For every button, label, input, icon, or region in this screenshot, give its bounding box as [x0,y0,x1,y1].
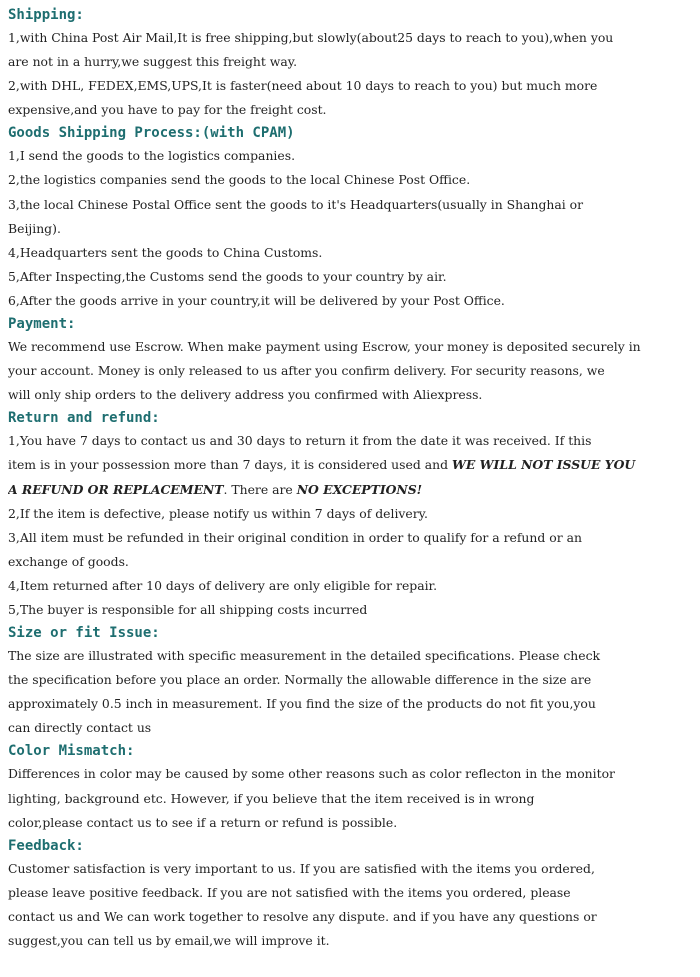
section-heading: Size or fit Issue: [8,625,160,642]
text-line [8,50,692,74]
section-size-or-fit-issue [8,622,692,740]
text-run: color,please contact us to see if a return or refund is possible. [8,814,398,830]
text-line [8,929,692,953]
text-line [8,598,692,622]
section-payment [8,313,692,407]
text-run: are not in a hurry,we suggest this freight way. [8,54,298,70]
text-run: Differences in color may be caused by some other reasons such as color reflecton in the monitor [8,766,615,782]
text-run: will only ship orders to the delivery address you confirmed with Aliexpress. [8,387,483,403]
text-line [8,383,692,407]
text-line [8,168,692,192]
section-heading: Return and refund: [8,410,160,427]
text-line [8,98,692,122]
text-line [8,265,692,289]
text-line [8,26,692,50]
text-line [8,526,692,550]
text-run: 2,the logistics companies send the goods to the local Chinese Post Office. [8,172,471,188]
text-run: 4,Headquarters sent the goods to China Customs. [8,244,323,260]
section-heading: Color Mismatch: [8,743,135,760]
text-run: Customer satisfaction is very important to us. If you are satisfied with the items you ordered, [8,860,595,876]
text-line [8,478,692,502]
text-run: 6,After the goods arrive in your country,it will be delivered by your Post Office. [8,292,505,308]
section-heading: Goods Shipping Process:(with CPAM) [8,125,295,142]
policy-document [8,4,692,953]
text-line [8,241,692,265]
text-line [8,217,692,241]
text-line [8,74,692,98]
text-run: suggest,you can tell us by email,we will improve it. [8,933,330,948]
section-color-mismatch [8,740,692,834]
text-run: expensive,and you have to pay for the freight cost. [8,102,327,118]
text-run: 2,If the item is defective, please notify us within 7 days of delivery. [8,505,428,521]
text-run: item is in your possession more than 7 days, it is considered used and [8,457,452,473]
text-run: 2,with DHL, FEDEX,EMS,UPS,It is faster(need about 10 days to reach to you) but much more [8,78,598,94]
text-line [8,359,692,383]
section-heading: Payment: [8,316,76,333]
text-line [8,881,692,905]
text-run: lighting, background etc. However, if you believe that the item received is in wrong [8,790,535,806]
section-return-and-refund [8,407,692,622]
text-line [8,762,692,786]
text-run: We recommend use Escrow. When make payment using Escrow, your money is deposited securely in [8,339,641,355]
section-shipping [8,4,692,122]
text-line [8,857,692,881]
text-run: 1,I send the goods to the logistics companies. [8,148,296,164]
text-line [8,716,692,740]
emphasis-text: WE WILL NOT ISSUE YOU [451,457,636,473]
section-heading: Feedback: [8,837,84,854]
text-run: 3,All item must be refunded in their original condition in order to qualify for a refund or an [8,529,582,545]
text-run: 4,Item returned after 10 days of delivery are only eligible for repair. [8,577,438,593]
text-line [8,811,692,835]
section-goods-shipping-process-with-cpam [8,122,692,313]
text-run: can directly contact us [8,720,152,736]
text-line [8,502,692,526]
emphasis-text: A REFUND OR REPLACEMENT [8,481,224,497]
text-run: the specification before you place an order. Normally the allowable difference in the size are [8,672,592,688]
text-run: exchange of goods. [8,553,129,569]
text-run: contact us and We can work together to resolve any dispute. and if you have any questions or [8,908,597,924]
text-run: 1,You have 7 days to contact us and 30 days to return it from the date it was received. If this [8,433,592,449]
text-line [8,193,692,217]
text-run: 3,the local Chinese Postal Office sent the goods to it's Headquarters(usually in Shanghai or [8,196,584,212]
text-run: The size are illustrated with specific measurement in the detailed specifications. Please check [8,648,601,664]
text-run: your account. Money is only released to us after you confirm delivery. For security reasons, we [8,363,605,379]
section-feedback [8,835,692,953]
text-line [8,692,692,716]
text-line [8,144,692,168]
text-run: Beijing). [8,220,61,236]
text-line [8,644,692,668]
text-line [8,787,692,811]
text-line [8,453,692,477]
emphasis-text: NO EXCEPTIONS! [296,481,423,497]
text-run: . There are [223,481,297,497]
section-heading: Shipping: [8,7,84,23]
text-run: 5,The buyer is responsible for all shipping costs incurred [8,601,368,617]
text-line [8,289,692,313]
text-line [8,905,692,929]
text-line [8,550,692,574]
text-run: approximately 0.5 inch in measurement. If you find the size of the products do not fit you,you [8,696,596,712]
text-line [8,668,692,692]
text-run: 5,After Inspecting,the Customs send the goods to your country by air. [8,268,447,284]
text-line [8,335,692,359]
text-run: please leave positive feedback. If you are not satisfied with the items you ordered, please [8,884,571,900]
text-run: 1,with China Post Air Mail,It is free shipping,but slowly(about25 days to reach to you),when you [8,30,614,45]
text-line [8,574,692,598]
text-line [8,429,692,453]
